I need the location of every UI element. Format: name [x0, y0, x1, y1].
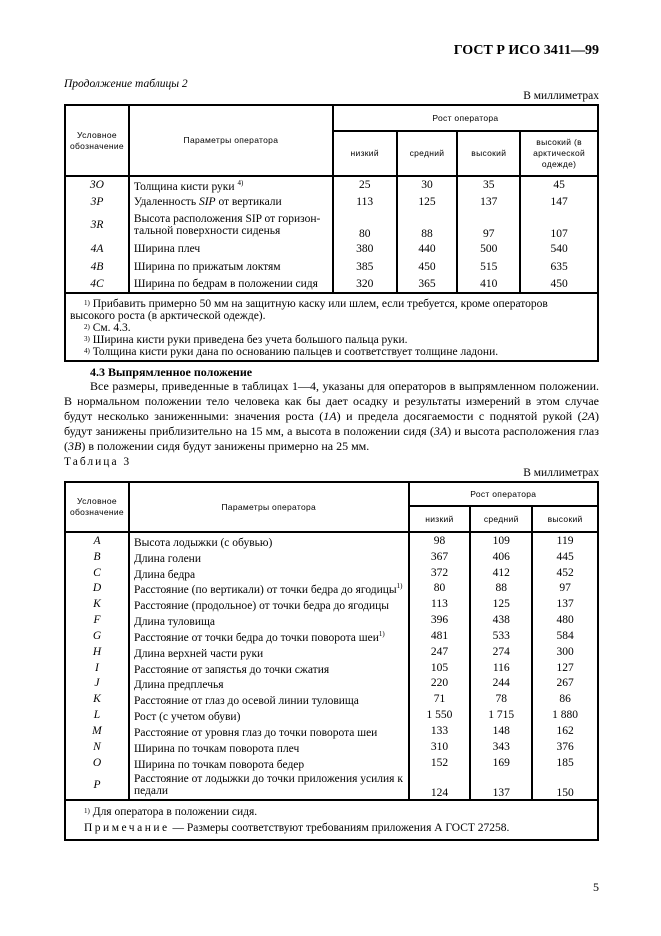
col-group-header: Рост оператора [409, 482, 598, 506]
row-symbol: G [65, 628, 129, 644]
col-symbol-header: Условное обозначение [65, 105, 129, 176]
value-low: 25 [333, 176, 397, 193]
table-row [65, 723, 598, 739]
table3-caption: Таблица 3 [64, 456, 132, 468]
row-symbol: 3R [65, 210, 129, 240]
row-param-line2: педали [133, 784, 168, 797]
value-high: 97 [532, 580, 598, 596]
value-low: 124 [409, 770, 471, 800]
row-param-text: Рост (с учетом обуви) [133, 710, 241, 723]
value-low: 152 [409, 755, 471, 771]
footnote-text: См. 4.3. [92, 322, 131, 334]
table-row [65, 755, 598, 771]
value-high: 584 [532, 628, 598, 644]
value-low: 385 [333, 258, 397, 275]
value-high: 162 [532, 723, 598, 739]
value-low: 320 [333, 275, 397, 293]
value-mid: 440 [397, 240, 458, 258]
value-mid: 30 [397, 176, 458, 193]
row-param-text: Расстояние (по вертикали) от точки бедра до ягодицы [133, 584, 397, 597]
section-title: 4.3 Выпрямленное положение [90, 365, 253, 379]
row-param-line2: тальной поверхности сиденья [133, 225, 281, 237]
footnote-text: Прибавить примерно 50 мм на защитную каску или шлем, если требуется, кроме операторов высокого роста (в арктической одежде). [70, 298, 548, 322]
row-param-text: Расстояние от точки бедра до точки поворота шеи [133, 631, 379, 644]
value-low: 481 [409, 628, 471, 644]
footnote-text: Для оператора в положении сидя. [92, 806, 258, 819]
footnote-mark: 1) [84, 807, 90, 816]
value-mid: 78 [470, 691, 532, 707]
table2-caption: Продолжение таблицы 2 [64, 78, 188, 90]
document-code: ГОСТ Р ИСО 3411—99 [453, 43, 599, 58]
table-row [65, 258, 598, 275]
row-param: Ширина по бедрам в положении сидя [129, 275, 333, 293]
value-mid: 125 [397, 193, 458, 210]
table-row [65, 612, 598, 628]
row-param-text: Высота лодыжки (с обувью) [133, 536, 273, 549]
value-mid: 148 [470, 723, 532, 739]
table3-units: В миллиметрах [523, 467, 599, 479]
row-symbol: 4B [65, 258, 129, 275]
col-height-high: высокий [457, 131, 520, 176]
col-params-header: Параметры оператора [129, 482, 409, 532]
row-param-text: Расстояние от запястья до точки сжатия [133, 663, 330, 676]
table-row [65, 240, 598, 258]
row-param [129, 707, 409, 723]
footnote-mark: 1) [84, 299, 90, 307]
value-high: 97 [457, 210, 520, 240]
table2 [64, 104, 599, 362]
row-param [129, 691, 409, 707]
col-height-arctic: высокий (в арктической одежде) [520, 131, 598, 176]
value-low: 80 [409, 580, 471, 596]
value-high: 480 [532, 612, 598, 628]
value-mid: 412 [470, 565, 532, 581]
table3-notes [65, 800, 598, 840]
value-high: 515 [457, 258, 520, 275]
row-param-text: Длина предплечья [133, 679, 224, 692]
footnote-mark: 4) [84, 347, 90, 355]
footnote [70, 322, 593, 334]
row-symbol: P [65, 770, 129, 800]
value-mid: 88 [470, 580, 532, 596]
value-arctic: 147 [520, 193, 598, 210]
row-symbol: C [65, 565, 129, 581]
value-mid: 88 [397, 210, 458, 240]
value-mid: 438 [470, 612, 532, 628]
row-symbol: D [65, 580, 129, 596]
value-low: 113 [409, 596, 471, 612]
row-param-text: Ширина по точкам поворота бедер [133, 758, 305, 771]
value-high: 452 [532, 565, 598, 581]
value-low: 310 [409, 739, 471, 755]
row-param [129, 675, 409, 691]
value-mid: 109 [470, 532, 532, 549]
row-param-text: Длина бедра [133, 568, 196, 581]
value-arctic: 45 [520, 176, 598, 193]
value-mid: 365 [397, 275, 458, 293]
table-row [65, 691, 598, 707]
row-symbol: I [65, 660, 129, 676]
row-symbol: 3O [65, 176, 129, 193]
row-symbol: A [65, 532, 129, 549]
row-param [129, 612, 409, 628]
value-low: 80 [333, 210, 397, 240]
value-high: 119 [532, 532, 598, 549]
value-high: 137 [532, 596, 598, 612]
value-low: 367 [409, 549, 471, 565]
footnote-mark: 2) [84, 323, 90, 331]
note [70, 820, 593, 836]
table-row [65, 707, 598, 723]
table3 [64, 481, 599, 841]
table-row [65, 675, 598, 691]
table-row [65, 193, 598, 210]
value-arctic: 635 [520, 258, 598, 275]
row-param [129, 644, 409, 660]
value-mid: 125 [470, 596, 532, 612]
row-symbol: M [65, 723, 129, 739]
value-high: 86 [532, 691, 598, 707]
row-param-text: Толщина кисти руки [133, 180, 235, 193]
row-symbol: K [65, 596, 129, 612]
value-high: 376 [532, 739, 598, 755]
table-row [65, 532, 598, 549]
table-row [65, 628, 598, 644]
value-high: 137 [457, 193, 520, 210]
row-param-line1: Расстояние от лодыжки до точки приложения усилия к [133, 772, 403, 785]
footnote [70, 298, 593, 322]
table-row [65, 596, 598, 612]
row-param [129, 549, 409, 565]
row-symbol: K [65, 691, 129, 707]
table-row [65, 565, 598, 581]
row-param [129, 596, 409, 612]
row-symbol: H [65, 644, 129, 660]
footnote-ref: 1) [396, 582, 403, 591]
value-low: 133 [409, 723, 471, 739]
col-params-header: Параметры оператора [129, 105, 333, 176]
value-high: 127 [532, 660, 598, 676]
row-symbol: 4C [65, 275, 129, 293]
col-height-high: высокий [532, 506, 598, 532]
value-arctic: 450 [520, 275, 598, 293]
row-param [129, 739, 409, 755]
row-symbol: L [65, 707, 129, 723]
value-high: 445 [532, 549, 598, 565]
value-mid: 137 [470, 770, 532, 800]
table-row [65, 770, 598, 800]
value-mid: 116 [470, 660, 532, 676]
table2-units: В миллиметрах [523, 90, 599, 102]
value-low: 380 [333, 240, 397, 258]
table-row [65, 275, 598, 293]
footnote-mark: 3) [84, 335, 90, 343]
row-param [129, 210, 333, 240]
value-high: 150 [532, 770, 598, 800]
row-symbol: B [65, 549, 129, 565]
value-mid: 343 [470, 739, 532, 755]
footnote [70, 334, 593, 346]
value-mid: 533 [470, 628, 532, 644]
row-param-text: Длина верхней части руки [133, 647, 264, 660]
footnote-ref: 4) [237, 179, 244, 188]
value-arctic: 107 [520, 210, 598, 240]
table-row [65, 176, 598, 193]
value-low: 396 [409, 612, 471, 628]
col-symbol-header: Условное обозначение [65, 482, 129, 532]
value-low: 247 [409, 644, 471, 660]
value-mid: 1 715 [470, 707, 532, 723]
row-param-text: Длина голени [133, 552, 201, 565]
row-param [129, 580, 409, 596]
col-height-low: низкий [333, 131, 397, 176]
row-param: Удаленность SIP от вертикали [129, 193, 333, 210]
row-param: Ширина по прижатым локтям [129, 258, 333, 275]
row-param [129, 532, 409, 549]
footnote-text: Ширина кисти руки приведена без учета большого пальца руки. [92, 334, 408, 346]
footnote-text: Толщина кисти руки дана по основанию пальцев и соответствует толщине ладони. [92, 346, 499, 358]
row-param-text: Длина туловища [133, 615, 215, 628]
row-param-text: Ширина по точкам поворота плеч [133, 742, 300, 755]
table2-footnotes [65, 293, 598, 361]
row-symbol: 4A [65, 240, 129, 258]
col-height-mid: средний [397, 131, 458, 176]
col-height-low: низкий [409, 506, 471, 532]
row-param: Ширина плеч [129, 240, 333, 258]
value-arctic: 540 [520, 240, 598, 258]
value-mid: 406 [470, 549, 532, 565]
value-high: 410 [457, 275, 520, 293]
row-param-text: Расстояние от глаз до осевой линии туловища [133, 695, 359, 708]
table-row [65, 210, 598, 240]
value-mid: 274 [470, 644, 532, 660]
section-paragraph: Все размеры, приведенные в таблицах 1—4, указаны для операторов в выпрямленном положении. В нормальном положении тело человека как бы дает осадку и результаты измерений в этом случае будут несколько заниженными: значения роста (1A) и предела досягаемости с поднятой рукой (2A) будут занижены приблизительно на 15 мм, а высота в положении сидя (3A) и высота расположения глаз (3B) в положении сидя будут занижены примерно на 25 мм. [64, 379, 600, 453]
table-row [65, 739, 598, 755]
value-high: 35 [457, 176, 520, 193]
value-mid: 169 [470, 755, 532, 771]
value-low: 71 [409, 691, 471, 707]
value-low: 372 [409, 565, 471, 581]
row-symbol: J [65, 675, 129, 691]
row-param-text: Расстояние от уровня глаз до точки поворота шеи [133, 726, 378, 739]
row-symbol: N [65, 739, 129, 755]
col-height-mid: средний [470, 506, 532, 532]
page-number: 5 [593, 880, 599, 894]
table-row [65, 549, 598, 565]
value-low: 98 [409, 532, 471, 549]
footnote-ref: 1) [378, 629, 385, 638]
table-row [65, 660, 598, 676]
value-high: 267 [532, 675, 598, 691]
value-mid: 450 [397, 258, 458, 275]
row-param [129, 770, 409, 800]
row-param-line1: Высота расположения SIP от горизон- [133, 213, 321, 225]
value-low: 1 550 [409, 707, 471, 723]
row-symbol: F [65, 612, 129, 628]
table-row [65, 644, 598, 660]
value-high: 1 880 [532, 707, 598, 723]
value-high: 300 [532, 644, 598, 660]
row-param [129, 755, 409, 771]
value-high: 500 [457, 240, 520, 258]
col-group-header: Рост оператора [333, 105, 598, 131]
footnote [70, 804, 593, 820]
note-text: — Размеры соответствуют требованиям приложения А ГОСТ 27258. [172, 822, 510, 835]
row-symbol: O [65, 755, 129, 771]
row-param [129, 723, 409, 739]
value-low: 220 [409, 675, 471, 691]
value-low: 113 [333, 193, 397, 210]
table-row [65, 580, 598, 596]
row-param-text: Расстояние (продольное) от точки бедра до ягодицы [133, 600, 390, 613]
row-param [129, 565, 409, 581]
value-low: 105 [409, 660, 471, 676]
row-param [129, 176, 333, 193]
row-symbol: 3P [65, 193, 129, 210]
value-mid: 244 [470, 675, 532, 691]
value-high: 185 [532, 755, 598, 771]
footnote [70, 346, 593, 358]
note-label: Примечание [84, 822, 170, 835]
row-param [129, 628, 409, 644]
row-param [129, 660, 409, 676]
